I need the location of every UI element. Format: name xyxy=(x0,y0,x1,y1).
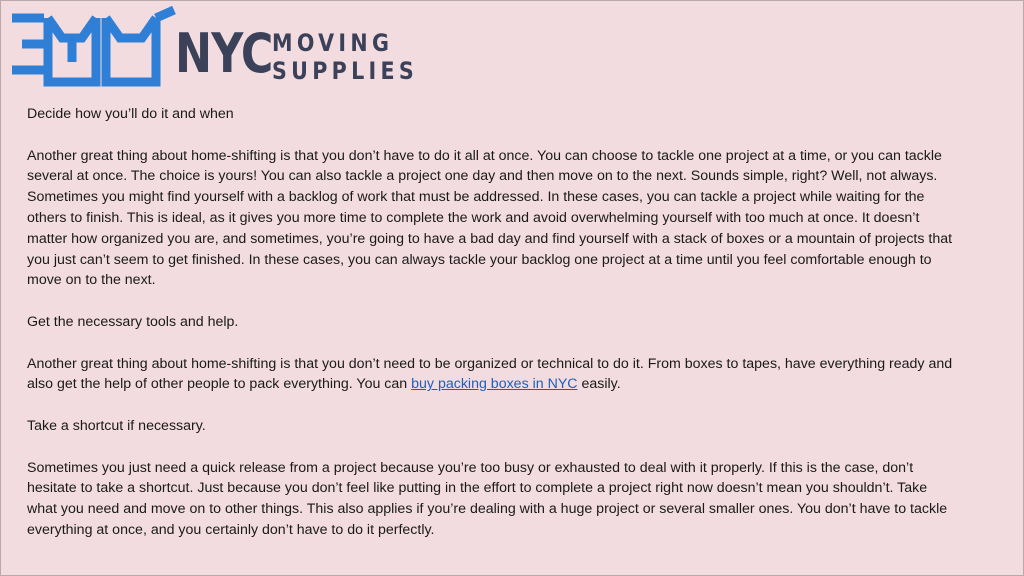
brand-moving-text: MOVING xyxy=(272,29,394,57)
brand-nyc-text: NYC xyxy=(175,22,273,85)
paragraph-shortcut: Sometimes you just need a quick release from a project because you’re too busy or exhausted to deal with it properly. If this is the case, don’t hesitate to take a shortcut. Just because you don’t feel like putting in the effort to complete a project right now doesn’t mean you shouldn’t. Take what you need and move on to other things. This also applies if you’re dealing with a huge project or several smaller ones. You don’t have to tackle everything at once, and you certainly don’t have to do it perfectly. xyxy=(27,459,948,538)
article-body xyxy=(27,104,955,562)
moving-box-icon xyxy=(10,4,180,90)
section-heading-decide: Decide how you’ll do it and when xyxy=(27,106,234,122)
paragraph-tools-text-before: Another great thing about home-shifting is that you don’t need to be organized or technical to do it. From boxes to tapes, have everything ready and also get the help of other people to pack everything. You can xyxy=(27,355,953,393)
section-heading-shortcut: Take a shortcut if necessary. xyxy=(27,417,206,434)
brand-supplies-text: SUPPLIES xyxy=(272,57,419,85)
paragraph-tools-text-after: easily. xyxy=(577,376,621,393)
buy-packing-boxes-link[interactable]: buy packing boxes in NYC xyxy=(411,376,578,393)
section-heading-tools: Get the necessary tools and help. xyxy=(27,313,239,330)
paragraph-tools xyxy=(27,354,955,396)
brand-logo xyxy=(10,4,419,90)
paragraph-decide: Another great thing about home-shifting is that you don’t have to do it all at once. You can choose to tackle one project at a time, or you can tackle several at once. The choice is yours! You can also tackle a project one day and then move on to the next. Sounds simple, right? Well, not always. Sometimes you might find yourself with a backlog of work that must be addressed. In these cases, you can tackle a project while waiting for the others to finish. This is ideal, as it gives you more time to complete the work and avoid overwhelming yourself with too much at once. It doesn’t matter how organized you are, and sometimes, you’re going to have a bad day and find yourself with a stack of boxes or a mountain of projects that you just can’t seem to get finished. In these cases, you can always tackle your backlog one project at a time until you feel comfortable enough to move on to the next. xyxy=(27,147,953,289)
